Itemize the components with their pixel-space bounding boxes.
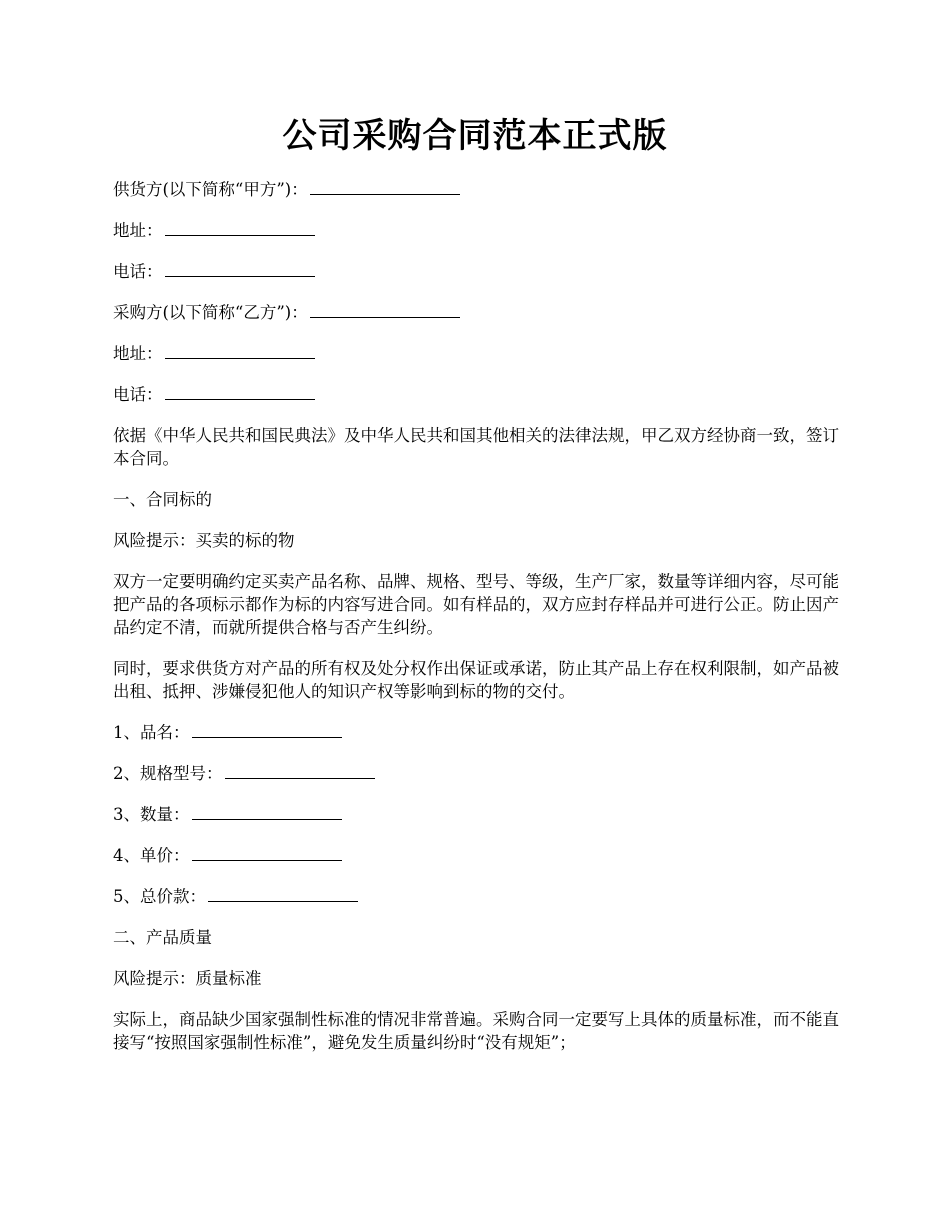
item-spec-field bbox=[113, 762, 853, 785]
section2-heading: 二、产品质量 bbox=[113, 928, 212, 947]
document-body bbox=[113, 178, 853, 1072]
document-title: 公司采购合同范本正式版 bbox=[282, 116, 668, 156]
supplier-phone-blank bbox=[165, 260, 315, 277]
section1-heading: 一、合同标的 bbox=[113, 490, 212, 509]
buyer-phone-blank bbox=[165, 383, 315, 400]
buyer-address-label: 地址： bbox=[113, 344, 163, 363]
buyer-phone-label: 电话： bbox=[113, 385, 163, 404]
section2-paragraph-1: 实际上，商品缺少国家强制性标准的情况非常普遍。采购合同一定要写上具体的质量标准，而不能直接写“按照国家强制性标准”，避免发生质量纠纷时“没有规矩”； bbox=[113, 1010, 839, 1052]
section1-paragraph-2: 同时，要求供货方对产品的所有权及处分权作出保证或承诺，防止其产品上存在权利限制，如产品被出租、抵押、涉嫌侵犯他人的知识产权等影响到标的物的交付。 bbox=[113, 659, 839, 701]
item-spec-label: 2、规格型号： bbox=[113, 764, 223, 783]
item-total-blank bbox=[208, 885, 358, 902]
section2-risk: 风险提示：质量标准 bbox=[113, 969, 262, 988]
buyer-address-field bbox=[113, 342, 853, 365]
supplier-address-field bbox=[113, 219, 853, 242]
supplier-address-label: 地址： bbox=[113, 221, 163, 240]
buyer-phone-field bbox=[113, 383, 853, 406]
supplier-address-blank bbox=[165, 219, 315, 236]
buyer-address-blank bbox=[165, 342, 315, 359]
item-quantity-field bbox=[113, 803, 853, 826]
item-price-label: 4、单价： bbox=[113, 846, 190, 865]
item-quantity-blank bbox=[192, 803, 342, 820]
item-spec-blank bbox=[225, 762, 375, 779]
item-price-field bbox=[113, 844, 853, 867]
supplier-label: 供货方(以下简称“甲方”)： bbox=[113, 180, 308, 199]
buyer-label: 采购方(以下简称“乙方”)： bbox=[113, 303, 308, 322]
supplier-field bbox=[113, 178, 853, 201]
item-quantity-label: 3、数量： bbox=[113, 805, 190, 824]
item-total-label: 5、总价款： bbox=[113, 887, 206, 906]
intro-paragraph: 依据《中华人民共和国民典法》及中华人民共和国其他相关的法律法规，甲乙双方经协商一致，签订本合同。 bbox=[113, 426, 839, 468]
section1-paragraph-1: 双方一定要明确约定买卖产品名称、品牌、规格、型号、等级，生产厂家，数量等详细内容，尽可能把产品的各项标示都作为标的内容写进合同。如有样品的，双方应封存样品并可进行公正。防止因产品约定不清，而就所提供合格与否产生纠纷。 bbox=[113, 572, 839, 637]
item-name-label: 1、品名： bbox=[113, 723, 190, 742]
item-name-blank bbox=[192, 721, 342, 738]
item-price-blank bbox=[192, 844, 342, 861]
buyer-field bbox=[113, 301, 853, 324]
item-total-field bbox=[113, 885, 853, 908]
buyer-blank bbox=[310, 301, 460, 318]
supplier-phone-label: 电话： bbox=[113, 262, 163, 281]
item-name-field bbox=[113, 721, 853, 744]
supplier-blank bbox=[310, 178, 460, 195]
section1-risk: 风险提示：买卖的标的物 bbox=[113, 531, 295, 550]
supplier-phone-field bbox=[113, 260, 853, 283]
